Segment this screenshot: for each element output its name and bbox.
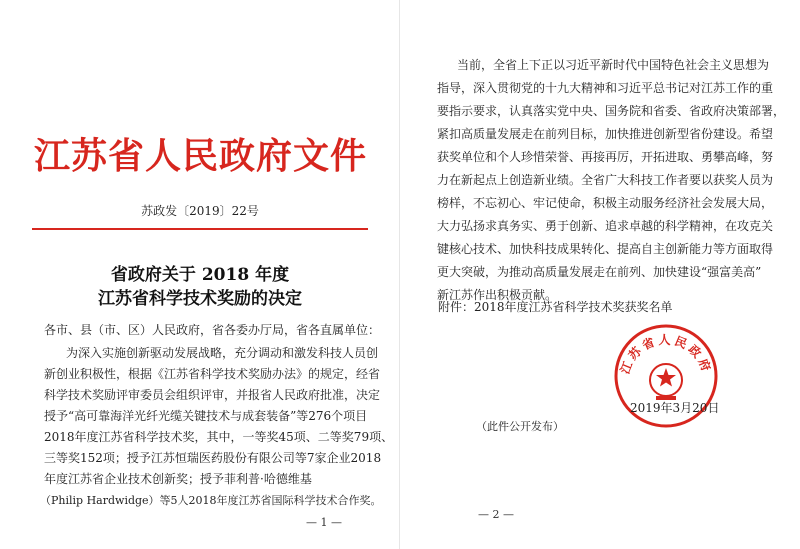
- body-line: 为深入实施创新驱动发展战略，充分调动和激发科技人员创: [66, 346, 379, 360]
- body-line: 2018年度江苏省科学技术奖，其中，一等奖45项、二等奖79项、: [44, 430, 394, 444]
- body-line: 新江苏作出积极贡献。: [437, 288, 558, 302]
- body-line: 更大突破，为推动高质量发展走在前列、加快建设“强富美高”: [437, 265, 762, 279]
- body-line: 指导，深入贯彻党的十九大精神和习近平总书记对江苏工作的重: [437, 81, 774, 95]
- decision-title-line1: 省政府关于 2018 年度: [110, 265, 290, 285]
- body-line: 年度江苏省企业技术创新奖；授予菲利普·哈德维基: [44, 472, 312, 486]
- body-line: 当前，全省上下正以习近平新时代中国特色社会主义思想为: [457, 58, 770, 72]
- body-line: 授予“高可靠海洋光纤光缆关键技术与成套装备”等276个项目: [44, 409, 368, 423]
- body-line: 榜样，不忘初心、牢记使命，积极主动服务经济社会发展大局，: [437, 196, 774, 210]
- body-line: （Philip Hardwidge）等5人2018年度江苏省国际科学技术合作奖。: [40, 494, 382, 507]
- body-line: 获奖单位和个人珍惜荣誉、再接再厉，开拓进取、勇攀高峰，努: [437, 150, 774, 164]
- signature-date: 2019年3月20日: [630, 401, 720, 415]
- decision-title-line2: 江苏省科学技术奖励的决定: [98, 289, 302, 309]
- attachment-note: 附件：2018年度江苏省科学技术奖获奖名单: [438, 300, 673, 314]
- seal-text: 江苏省人民政府: [617, 333, 715, 376]
- body-line: 要指示要求，认真落实党中央、国务院和省委、省政府决策部署，: [437, 104, 786, 118]
- body-line: 键核心技术、加快科技成果转化、提高自主创新能力等方面取得: [437, 242, 774, 256]
- publication-note: （此件公开发布）: [476, 420, 564, 433]
- addressee: 各市、县（市、区）人民政府，省各委办厅局，省各直属单位：: [44, 323, 381, 337]
- document-number: 苏政发〔2019〕22号: [141, 204, 259, 218]
- document-header-title: 江苏省人民政府文件: [34, 136, 368, 177]
- body-line: 紧扣高质量发展走在前列目标，加快推进创新型省份建设。希望: [437, 127, 774, 141]
- body-line: 大力弘扬求真务实、勇于创新、追求卓越的科学精神，在攻克关: [437, 219, 774, 233]
- national-emblem-icon: [650, 364, 682, 400]
- body-line: 科学技术奖励评审委员会组织评审，并报省人民政府批准，决定: [44, 388, 381, 402]
- page-number: — 2 —: [478, 508, 514, 521]
- body-line: 力在新起点上创造新业绩。全省广大科技工作者要以获奖人员为: [437, 173, 774, 187]
- header-red-rule: [32, 228, 368, 230]
- body-line: 三等奖152项；授予江苏恒瑞医药股份有限公司等7家企业2018: [44, 451, 382, 465]
- body-line: 新创业积极性，根据《江苏省科学技术奖励办法》的规定，经省: [44, 367, 381, 381]
- page-number: — 1 —: [306, 516, 342, 529]
